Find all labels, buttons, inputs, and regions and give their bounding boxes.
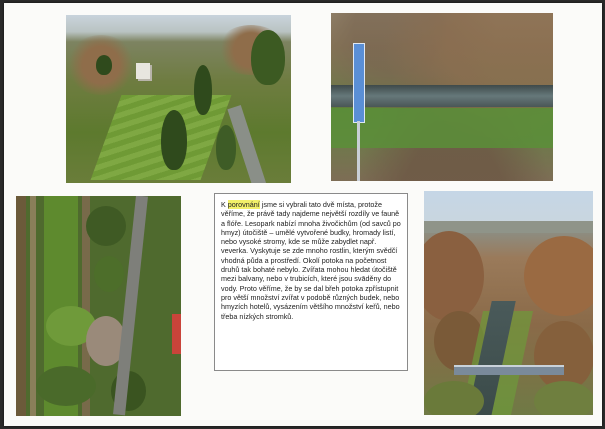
highlighted-word: porovnání <box>227 200 260 209</box>
topdown-aerial-photo <box>16 196 181 416</box>
footbridge <box>454 365 564 375</box>
villa-building <box>136 63 150 79</box>
red-roof <box>172 314 181 354</box>
garden-aerial-photo <box>66 15 291 183</box>
description-text-box <box>214 193 408 371</box>
valley-footbridge-photo <box>424 191 593 415</box>
footbridge <box>353 43 365 123</box>
document-page <box>4 3 602 426</box>
description-paragraph: K porovnání jsme si vybrali tato dvě místa, protože věříme, že právě tady najdeme největší rozdíly ve fauně a flóře. Lesopark nabízí mnoha živočichům (od savců po hmyz) útočiště – umělé vytvořené budky, hromady listí, nebo vysoké stromy, kde se může zabydlet např. veverka. Vyskytuje se zde mnoho rostlin, kterým svědčí vhodná půda a prostředí. Okolí potoka na početnost druhů tak bohaté nebylo. Zvířata mohou hledat útočiště mezi balvany, nebo v trubicích, které jsou svāděny do vody. Proto věříme, že by se dal břeh potoka zpřístupnit pro větší množství zvířat v podobě různých budek, nebo hmyzích hotelů, vysázením většího množství keřů, nebo třeba nízkých stromků. <box>221 200 401 321</box>
stream-bridge-photo <box>331 13 553 181</box>
